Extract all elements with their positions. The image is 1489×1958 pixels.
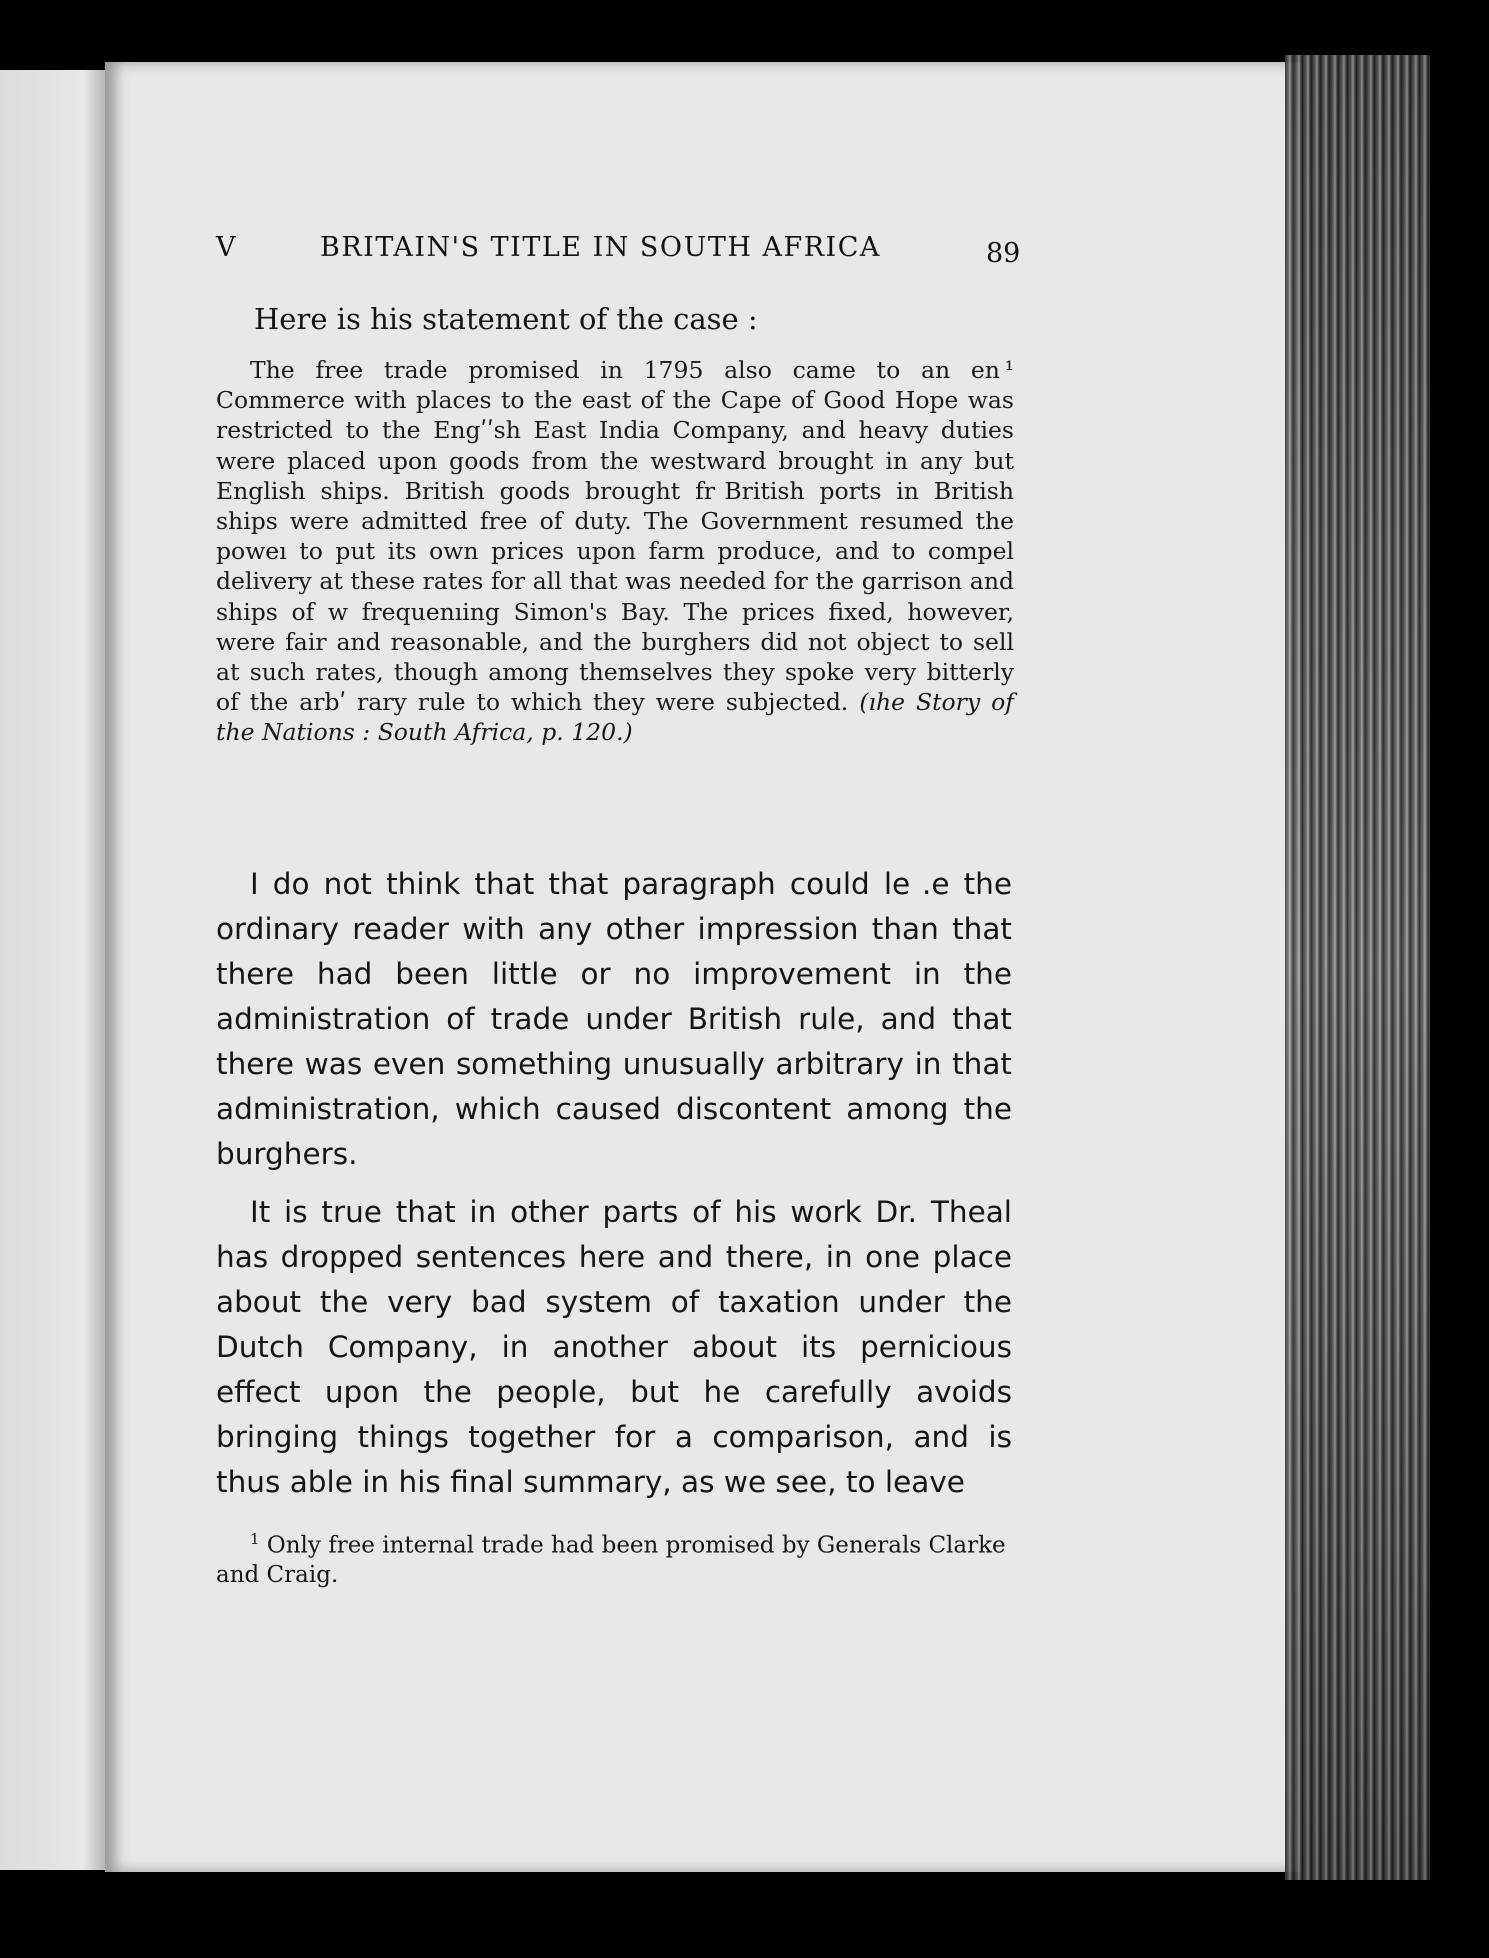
quote-text: The free trade promised in 1795 also came to an en ¹ Commerce with places to the east of the Cape of Good Hope was restricted to the Engʹʹsh East India Company, and heavy duties were placed upon goods from the westward brought in any but English ships. British goods brought fr British ports in British ships were admitted free of duty. The Government resumed the poweı to put its own prices upon farm produce, and to compel delivery at these rates for all that was needed for the garrison and ships of w frequenıing Simon's Bay. The prices fixed, however, were fair and reasonable, and the burghers did not object to sell at such rates, though among themselves they spoke very bitterly of the arbʹ rary rule to which they were subjected. [216, 356, 1014, 717]
body-paragraph: I do not think that that paragraph could le .e the ordinary reader with any other impression than that there had been little or no improvement in the administration of trade under British rule, and that there was even something unusually arbitrary in that administration, which caused discontent among the burghers. [216, 867, 1012, 1171]
facing-page-edge [0, 70, 120, 1870]
quote-source: (ıhe Story of the Nations : South Africa, p. 120.) [216, 688, 1014, 747]
footnote-marker: 1 [250, 1530, 260, 1548]
body-paragraph: It is true that in other parts of his work Dr. Theal has dropped sentences here and there, in one place about the very bad system of taxation under the Dutch Company, in another about its pernicious effect upon the people, but he carefully avoids bringing things together for a comparison, and is thus able in his final summary, as we see, to leave [216, 1195, 1012, 1499]
lead-in-sentence: Here is his statement of the case : [254, 302, 758, 336]
footnote-text: Only free internal trade had been promised by Generals Clarke and Craig. [216, 1532, 1006, 1588]
running-title: BRITAIN'S TITLE IN SOUTH AFRICA [320, 232, 881, 263]
page-fore-edge [1285, 55, 1430, 1880]
page-number: 89 [986, 238, 1021, 269]
chapter-number: V [216, 232, 237, 263]
running-head [216, 232, 1021, 272]
footnote [216, 1525, 1016, 1590]
block-quote [216, 355, 1014, 748]
